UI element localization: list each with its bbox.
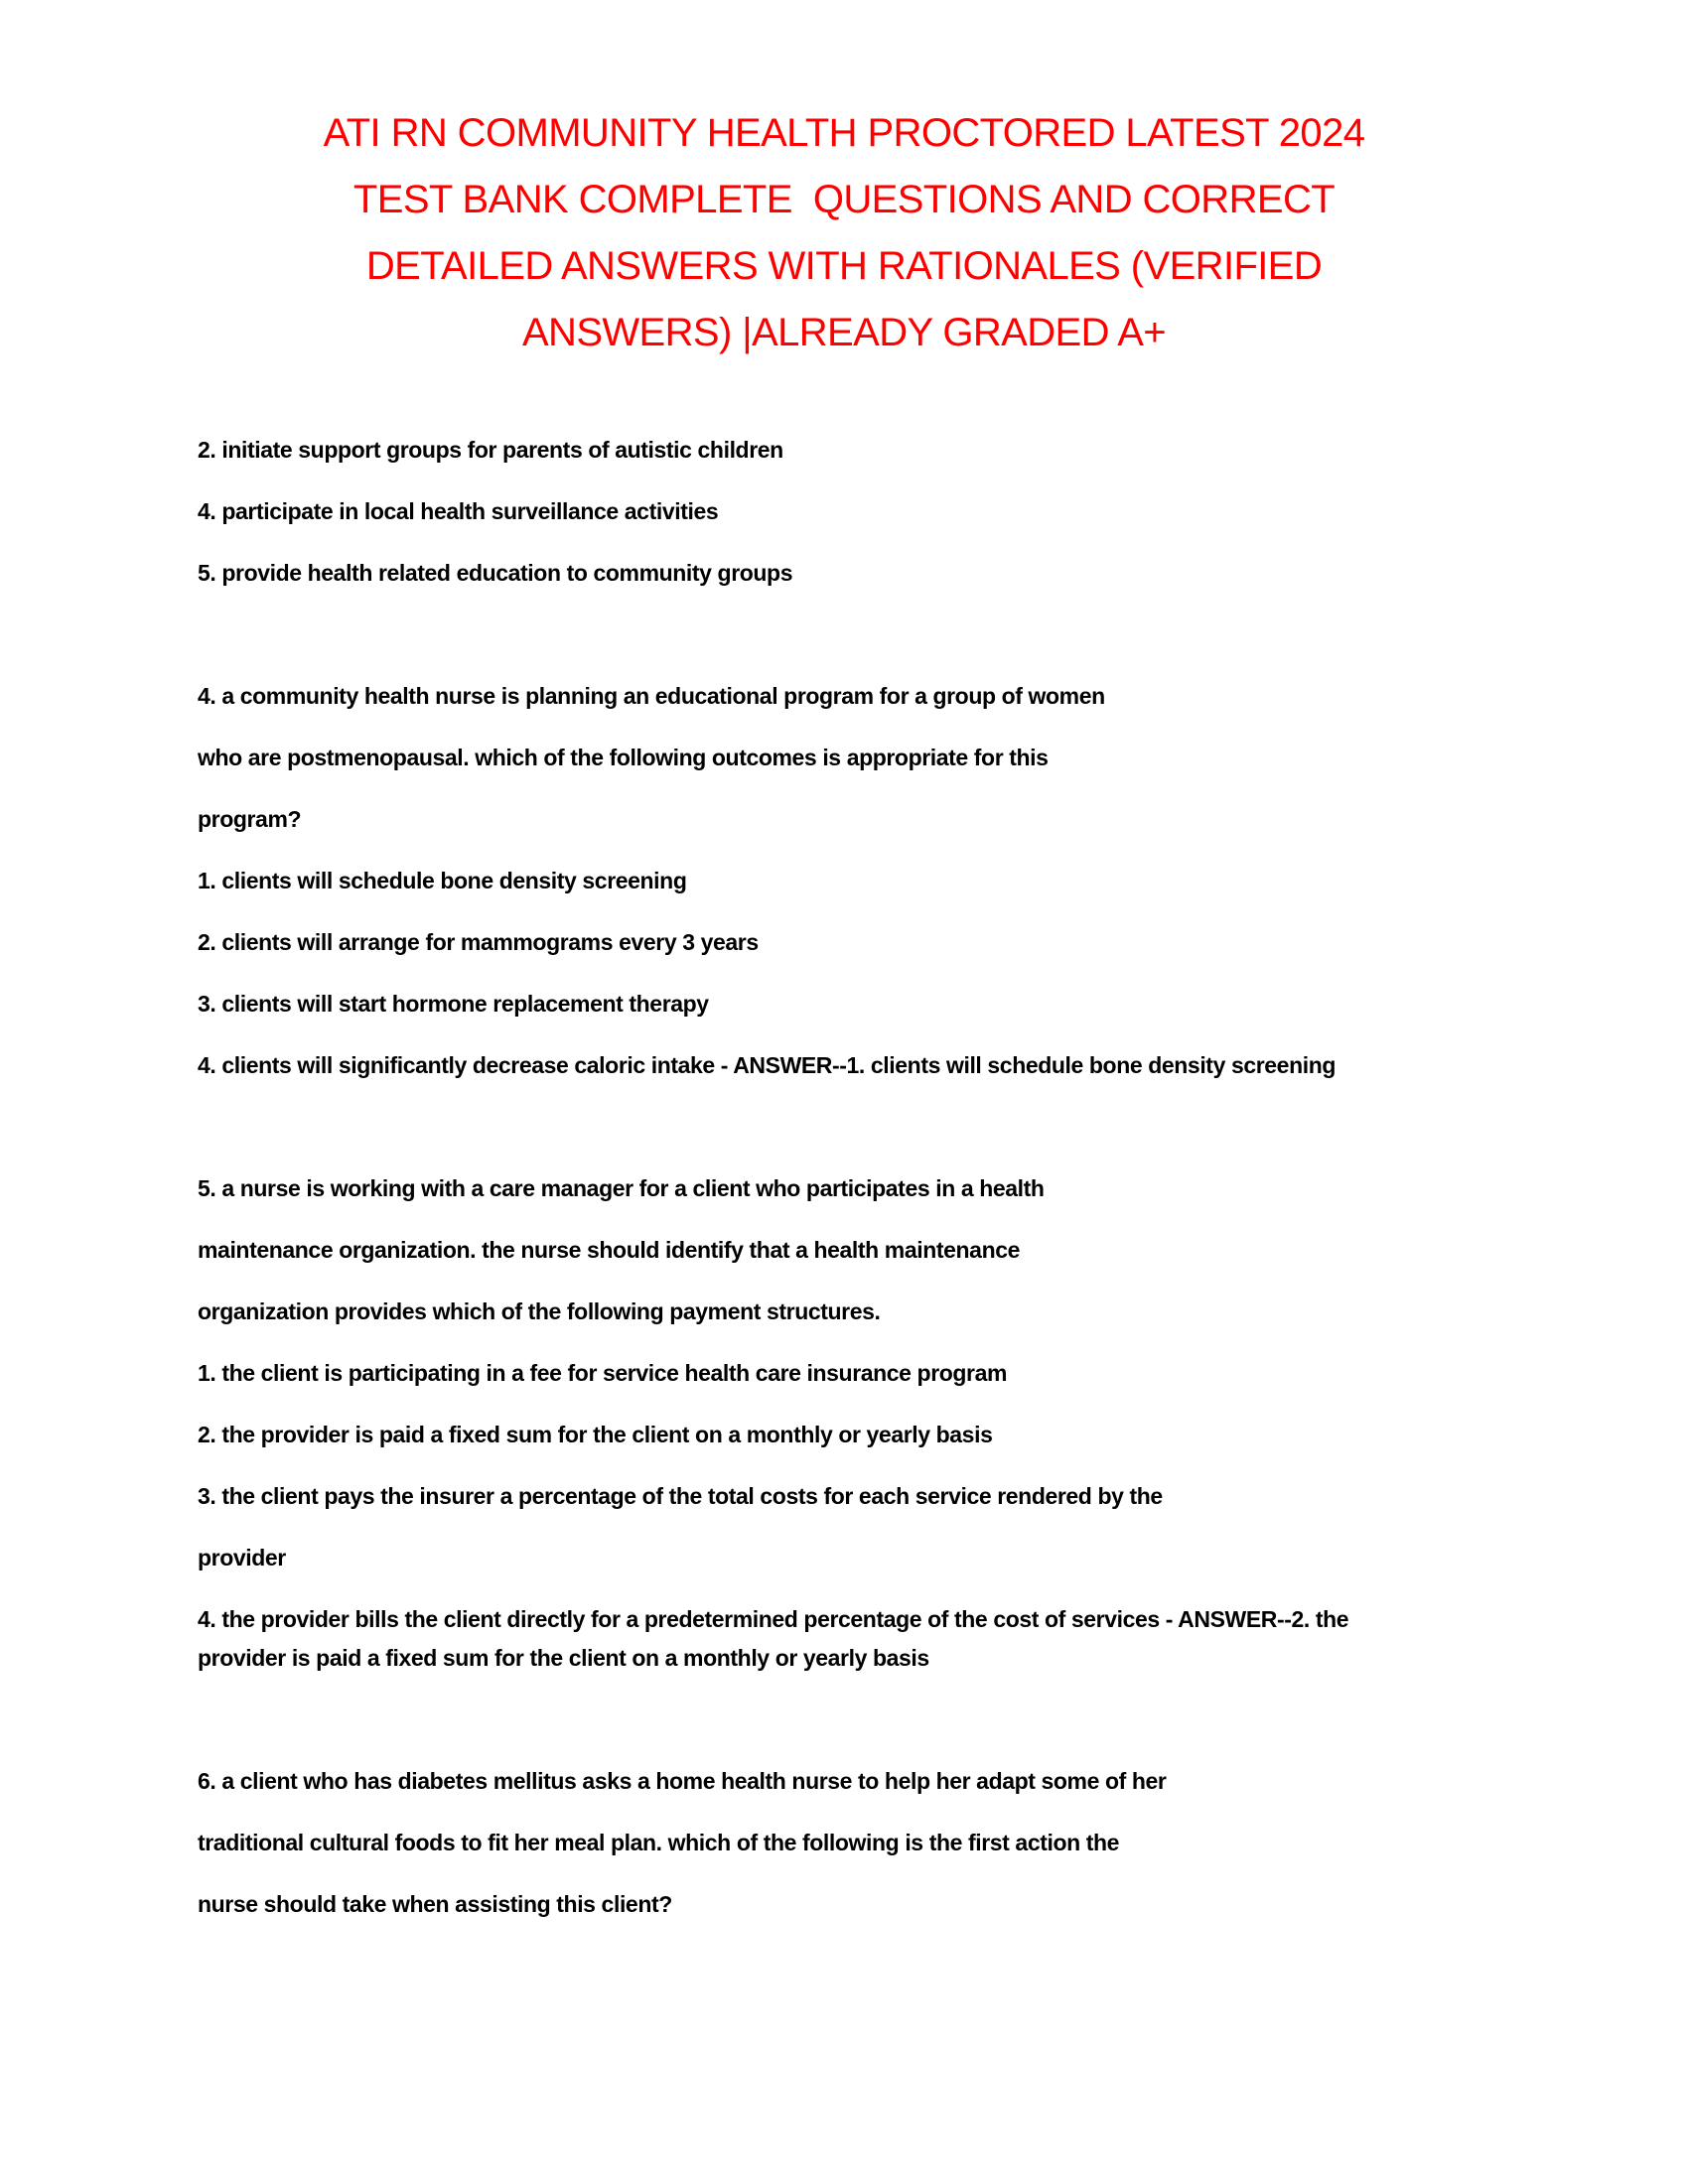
question-text: who are postmenopausal. which of the following outcomes is appropriate for this [198, 745, 1049, 770]
text-line: 5. provide health related education to community groups [198, 560, 793, 586]
option: 2. the provider is paid a fixed sum for the client on a monthly or yearly basis [198, 1422, 993, 1447]
question-5 [198, 1169, 1429, 1678]
question-text: nurse should take when assisting this client? [198, 1891, 672, 1917]
question-text: organization provides which of the following payment structures. [198, 1298, 881, 1324]
option: provider [198, 1545, 286, 1570]
question-text: 4. a community health nurse is planning an educational program for a group of women [198, 683, 1105, 709]
question-6 [198, 1762, 1429, 1924]
option: 3. clients will start hormone replacement therapy [198, 991, 709, 1017]
title-line: ANSWERS) |ALREADY GRADED A+ [521, 311, 1167, 354]
option: 3. the client pays the insurer a percentage of the total costs for each service rendered by the [198, 1483, 1163, 1509]
text-line: 2. initiate support groups for parents of autistic children [198, 437, 783, 463]
title-line: TEST BANK COMPLETE QUESTIONS AND CORRECT [352, 178, 1336, 221]
document-body [198, 431, 1429, 1947]
question-text: maintenance organization. the nurse should identify that a health maintenance [198, 1237, 1021, 1263]
option-with-answer: 4. the provider bills the client directly for a predetermined percentage of the cost of services - ANSWER--2. the provider is paid a fixed sum for the client on a monthly or yearly basis [198, 1606, 1349, 1671]
question-text: traditional cultural foods to fit her meal plan. which of the following is the first action the [198, 1830, 1120, 1855]
question-4 [198, 677, 1429, 1085]
title-line: DETAILED ANSWERS WITH RATIONALES (VERIFIED [365, 244, 1323, 288]
option-with-answer: 4. clients will significantly decrease caloric intake - ANSWER--1. clients will schedule bone density screening [198, 1052, 1336, 1078]
option: 2. clients will arrange for mammograms every 3 years [198, 929, 759, 955]
document-title [0, 100, 1688, 366]
option: 1. clients will schedule bone density screening [198, 868, 687, 893]
answer-options-block [198, 431, 1429, 593]
title-line: ATI RN COMMUNITY HEALTH PROCTORED LATEST 2024 [323, 111, 1365, 155]
text-line: 4. participate in local health surveillance activities [198, 498, 719, 524]
question-text: 6. a client who has diabetes mellitus asks a home health nurse to help her adapt some of her [198, 1768, 1167, 1794]
question-text: program? [198, 806, 302, 832]
option: 1. the client is participating in a fee for service health care insurance program [198, 1360, 1008, 1386]
question-text: 5. a nurse is working with a care manager for a client who participates in a health [198, 1175, 1045, 1201]
